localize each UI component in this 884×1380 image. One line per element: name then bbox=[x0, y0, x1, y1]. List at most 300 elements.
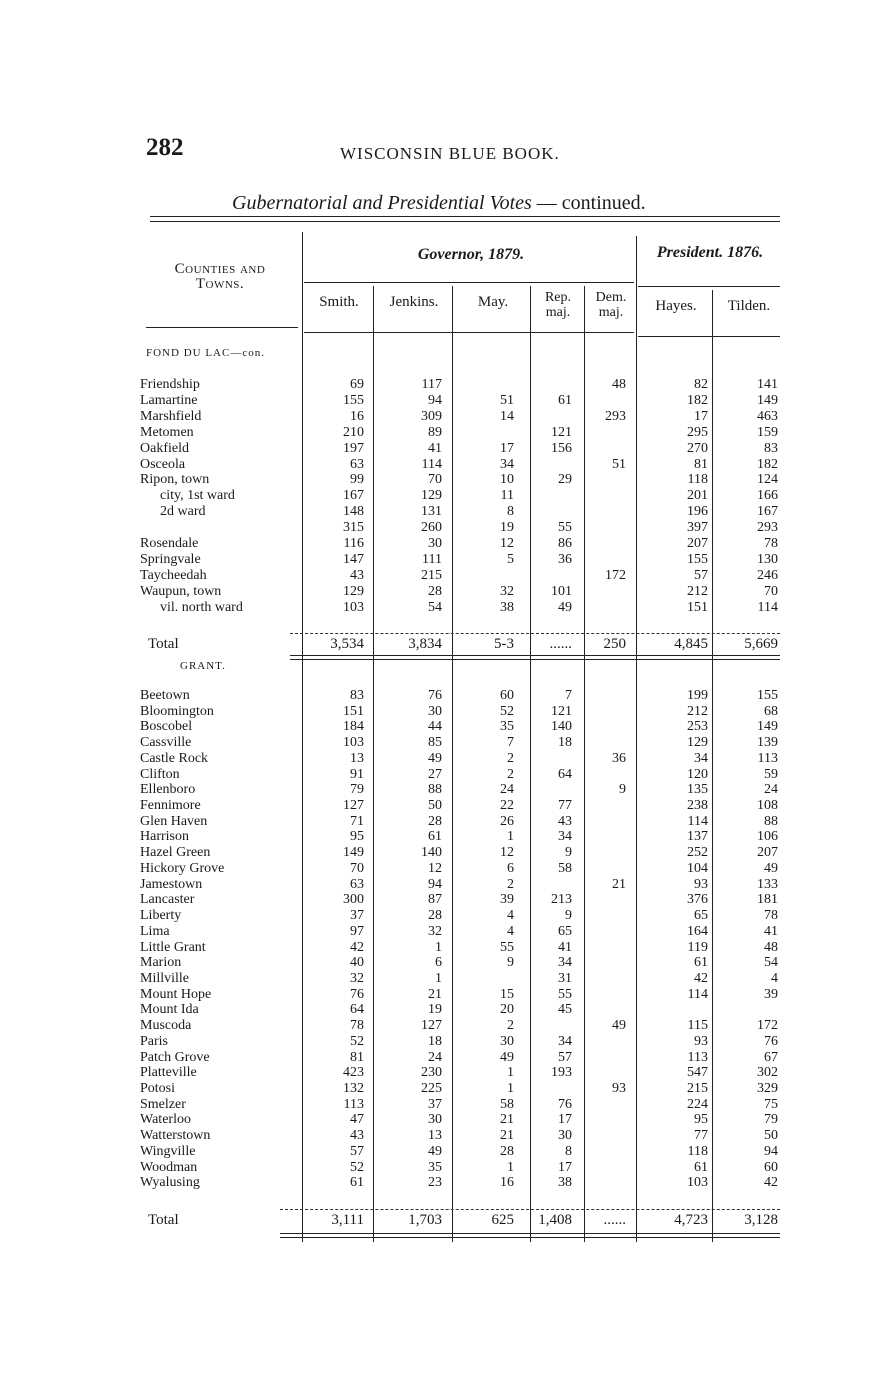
cell-may: 21 bbox=[500, 1128, 514, 1144]
row-name: Waterloo bbox=[140, 1112, 191, 1128]
row-name: Marion bbox=[140, 955, 182, 971]
cell-smith: 57 bbox=[350, 1143, 364, 1159]
cell-tilden: 75 bbox=[764, 1096, 778, 1112]
cell-may: 1 bbox=[507, 829, 514, 845]
cell-jenkins: 49 bbox=[428, 750, 442, 766]
table-row bbox=[0, 472, 884, 488]
row-name: Ripon, town bbox=[140, 472, 210, 488]
cell-jenkins: 114 bbox=[421, 456, 442, 472]
table-row bbox=[0, 782, 884, 798]
cell-jenkins: 12 bbox=[428, 860, 442, 876]
row-name: Ellenboro bbox=[140, 782, 196, 798]
cell-jenkins: 13 bbox=[428, 1128, 442, 1144]
cell-smith: 129 bbox=[343, 583, 364, 599]
cell-jenkins: 89 bbox=[428, 424, 442, 440]
cell-hayes: 212 bbox=[687, 703, 708, 719]
header-bottom-rule-a bbox=[146, 327, 298, 328]
cell-jenkins: 28 bbox=[428, 908, 442, 924]
cell-smith: 91 bbox=[350, 766, 364, 782]
table-row bbox=[0, 1034, 884, 1050]
cell-smith: 103 bbox=[343, 735, 364, 751]
cell-hayes: 42 bbox=[694, 970, 708, 986]
cell-tilden: 182 bbox=[757, 456, 778, 472]
row-name: Paris bbox=[140, 1033, 168, 1049]
table-row bbox=[0, 584, 884, 600]
cell-smith: 63 bbox=[350, 456, 364, 472]
row-name: Platteville bbox=[140, 1065, 197, 1081]
cell-jenkins: 24 bbox=[428, 1049, 442, 1065]
table-row bbox=[0, 735, 884, 751]
cell-jenkins: 28 bbox=[428, 813, 442, 829]
cell-jenkins: 309 bbox=[421, 408, 442, 424]
cell-tilden: 133 bbox=[757, 876, 778, 892]
cell-jenkins: 6 bbox=[435, 955, 442, 971]
cell-rep: 34 bbox=[558, 1033, 572, 1049]
cell-smith: 423 bbox=[343, 1065, 364, 1081]
header-smith: Smith. bbox=[319, 294, 359, 310]
table-row bbox=[0, 488, 884, 504]
cell-hayes: 135 bbox=[687, 782, 708, 798]
cell-smith: 81 bbox=[350, 1049, 364, 1065]
cell-rep: 61 bbox=[558, 392, 572, 408]
cell-tilden: 68 bbox=[764, 703, 778, 719]
cell-hayes: 397 bbox=[687, 520, 708, 536]
table-row bbox=[0, 877, 884, 893]
table-row bbox=[0, 1128, 884, 1144]
row-name: Castle Rock bbox=[140, 750, 209, 766]
row-name: Mount Hope bbox=[140, 986, 212, 1002]
cell-jenkins: 260 bbox=[421, 520, 442, 536]
table-row bbox=[0, 1175, 884, 1191]
cell-may: 49 bbox=[500, 1049, 514, 1065]
table-row bbox=[0, 688, 884, 704]
total-may: 625 bbox=[491, 1212, 514, 1228]
section-title-grant: GRANT. bbox=[180, 660, 226, 672]
cell-tilden: 67 bbox=[764, 1049, 778, 1065]
cell-smith: 127 bbox=[343, 798, 364, 814]
cell-may: 16 bbox=[500, 1175, 514, 1191]
cell-tilden: 130 bbox=[757, 551, 778, 567]
table-row bbox=[0, 1097, 884, 1113]
cell-jenkins: 21 bbox=[428, 986, 442, 1002]
row-name: Liberty bbox=[140, 908, 182, 924]
cell-dem: 48 bbox=[612, 377, 626, 392]
cell-tilden: 78 bbox=[764, 908, 778, 924]
cell-smith: 132 bbox=[343, 1081, 364, 1096]
cell-smith: 147 bbox=[343, 551, 364, 567]
cell-smith: 300 bbox=[343, 892, 364, 908]
cell-rep: 57 bbox=[558, 1049, 572, 1065]
cell-jenkins: 30 bbox=[428, 536, 442, 551]
table-row bbox=[0, 1065, 884, 1081]
cell-dem: 21 bbox=[612, 876, 626, 892]
cell-hayes: 252 bbox=[687, 845, 708, 861]
cell-smith: 47 bbox=[350, 1112, 364, 1128]
table-row bbox=[0, 441, 884, 457]
cell-may: 30 bbox=[500, 1033, 514, 1049]
total-tilden: 3,128 bbox=[744, 1212, 778, 1228]
cell-hayes: 120 bbox=[687, 766, 708, 782]
header-counties: Counties and Towns. bbox=[174, 261, 266, 292]
cell-hayes: 212 bbox=[687, 583, 708, 599]
table-row bbox=[0, 425, 884, 441]
cell-tilden: 139 bbox=[757, 735, 778, 751]
cell-tilden: 39 bbox=[764, 986, 778, 1002]
row-name: Cassville bbox=[140, 735, 192, 751]
cell-jenkins: 50 bbox=[428, 798, 442, 814]
table-row bbox=[0, 798, 884, 814]
cell-jenkins: 76 bbox=[428, 688, 442, 703]
table-row bbox=[0, 568, 884, 584]
cell-hayes: 104 bbox=[687, 860, 708, 876]
cell-jenkins: 129 bbox=[421, 488, 442, 504]
cell-rep: 18 bbox=[558, 735, 572, 751]
total-underline-fdl bbox=[290, 655, 780, 656]
cell-may: 28 bbox=[500, 1143, 514, 1159]
row-name: Patch Grove bbox=[140, 1049, 210, 1065]
row-name: Little Grant bbox=[140, 939, 206, 955]
cell-hayes: 129 bbox=[687, 735, 708, 751]
cell-dem: 293 bbox=[605, 408, 626, 424]
row-name: Lima bbox=[140, 923, 170, 939]
cell-hayes: 238 bbox=[687, 798, 708, 814]
cell-hayes: 196 bbox=[687, 504, 708, 520]
cell-hayes: 270 bbox=[687, 440, 708, 456]
table-row bbox=[0, 520, 884, 536]
cell-rep: 213 bbox=[551, 892, 572, 908]
cell-smith: 16 bbox=[350, 408, 364, 424]
cell-hayes: 164 bbox=[687, 923, 708, 939]
total-rep: ...... bbox=[549, 636, 572, 652]
cell-jenkins: 94 bbox=[428, 876, 442, 892]
cell-tilden: 76 bbox=[764, 1033, 778, 1049]
cell-may: 11 bbox=[500, 488, 514, 504]
cell-smith: 78 bbox=[350, 1018, 364, 1034]
total-dem: 250 bbox=[603, 636, 626, 652]
cell-jenkins: 61 bbox=[428, 829, 442, 845]
row-name: Potosi bbox=[140, 1081, 176, 1096]
cell-jenkins: 32 bbox=[428, 923, 442, 939]
cell-may: 1 bbox=[507, 1159, 514, 1175]
cell-smith: 71 bbox=[350, 813, 364, 829]
cell-hayes: 34 bbox=[694, 750, 708, 766]
cell-tilden: 49 bbox=[764, 860, 778, 876]
cell-may: 4 bbox=[507, 923, 514, 939]
cell-jenkins: 37 bbox=[428, 1096, 442, 1112]
cell-jenkins: 230 bbox=[421, 1065, 442, 1081]
cell-tilden: 141 bbox=[757, 377, 778, 392]
cell-may: 12 bbox=[500, 845, 514, 861]
cell-smith: 43 bbox=[350, 567, 364, 583]
header-governor: Governor, 1879. bbox=[417, 246, 525, 263]
section-title-fond-du-lac: FOND DU LAC—con. bbox=[146, 347, 265, 359]
cell-smith: 70 bbox=[350, 860, 364, 876]
table-row bbox=[0, 409, 884, 425]
total-dem: ...... bbox=[603, 1212, 626, 1228]
cell-may: 9 bbox=[507, 955, 514, 971]
cell-hayes: 93 bbox=[694, 876, 708, 892]
cell-jenkins: 131 bbox=[421, 504, 442, 520]
cell-jenkins: 127 bbox=[421, 1018, 442, 1034]
cell-smith: 95 bbox=[350, 829, 364, 845]
cell-jenkins: 140 bbox=[421, 845, 442, 861]
table-row bbox=[0, 1144, 884, 1160]
cell-smith: 210 bbox=[343, 424, 364, 440]
cell-tilden: 78 bbox=[764, 536, 778, 551]
table-row bbox=[0, 704, 884, 720]
cell-rep: 7 bbox=[565, 688, 572, 703]
header-jenkins: Jenkins. bbox=[389, 294, 439, 310]
cell-hayes: 114 bbox=[687, 813, 708, 829]
cell-tilden: 108 bbox=[757, 798, 778, 814]
cell-dem: 93 bbox=[612, 1081, 626, 1096]
cell-rep: 8 bbox=[565, 1143, 572, 1159]
cell-tilden: 167 bbox=[757, 504, 778, 520]
cell-may: 51 bbox=[500, 392, 514, 408]
cell-hayes: 113 bbox=[687, 1049, 708, 1065]
cell-tilden: 149 bbox=[757, 719, 778, 735]
cell-may: 2 bbox=[507, 876, 514, 892]
table-row bbox=[0, 1160, 884, 1176]
cell-jenkins: 30 bbox=[428, 1112, 442, 1128]
row-name: Beetown bbox=[140, 688, 190, 703]
table-row bbox=[0, 892, 884, 908]
cell-may: 22 bbox=[500, 798, 514, 814]
cell-rep: 34 bbox=[558, 829, 572, 845]
cell-may: 15 bbox=[500, 986, 514, 1002]
header-president: President. 1876. bbox=[656, 244, 764, 261]
cell-rep: 17 bbox=[558, 1159, 572, 1175]
row-name: Millville bbox=[140, 970, 189, 986]
table-row bbox=[0, 829, 884, 845]
cell-tilden: 113 bbox=[757, 750, 778, 766]
cell-dem: 49 bbox=[612, 1018, 626, 1034]
total-rule-grant bbox=[280, 1209, 780, 1210]
total-smith: 3,534 bbox=[330, 636, 364, 652]
caption-rest: — continued. bbox=[536, 192, 646, 214]
cell-tilden: 159 bbox=[757, 424, 778, 440]
cell-jenkins: 35 bbox=[428, 1159, 442, 1175]
row-name: vil. north ward bbox=[160, 599, 243, 615]
row-name: Muscoda bbox=[140, 1018, 192, 1034]
cell-may: 1 bbox=[507, 1065, 514, 1081]
row-name: Glen Haven bbox=[140, 813, 208, 829]
cell-smith: 37 bbox=[350, 908, 364, 924]
president-underline bbox=[638, 286, 780, 287]
total-underline-grant bbox=[280, 1233, 780, 1234]
cell-may: 20 bbox=[500, 1002, 514, 1018]
cell-may: 10 bbox=[500, 472, 514, 488]
cell-rep: 55 bbox=[558, 986, 572, 1002]
header-bottom-rule-c bbox=[638, 336, 780, 337]
cell-tilden: 149 bbox=[757, 392, 778, 408]
cell-rep: 30 bbox=[558, 1128, 572, 1144]
cell-tilden: 42 bbox=[764, 1175, 778, 1191]
cell-jenkins: 88 bbox=[428, 782, 442, 798]
cell-rep: 121 bbox=[551, 424, 572, 440]
cell-hayes: 65 bbox=[694, 908, 708, 924]
cell-hayes: 119 bbox=[687, 939, 708, 955]
table-row bbox=[0, 845, 884, 861]
cell-rep: 101 bbox=[551, 583, 572, 599]
cell-may: 2 bbox=[507, 750, 514, 766]
table-row bbox=[0, 861, 884, 877]
cell-jenkins: 111 bbox=[422, 551, 442, 567]
row-name: Boscobel bbox=[140, 719, 193, 735]
total-jenkins: 1,703 bbox=[408, 1212, 442, 1228]
cell-hayes: 151 bbox=[687, 599, 708, 615]
cell-may: 52 bbox=[500, 703, 514, 719]
cell-jenkins: 87 bbox=[428, 892, 442, 908]
cell-tilden: 24 bbox=[764, 782, 778, 798]
table-row bbox=[0, 924, 884, 940]
cell-hayes: 182 bbox=[687, 392, 708, 408]
cell-dem: 9 bbox=[619, 782, 626, 798]
cell-rep: 49 bbox=[558, 599, 572, 615]
table-row bbox=[0, 1112, 884, 1128]
cell-may: 7 bbox=[507, 735, 514, 751]
table-row bbox=[0, 457, 884, 473]
cell-smith: 52 bbox=[350, 1033, 364, 1049]
cell-tilden: 207 bbox=[757, 845, 778, 861]
cell-may: 21 bbox=[500, 1112, 514, 1128]
cell-smith: 42 bbox=[350, 939, 364, 955]
row-name: Mount Ida bbox=[140, 1002, 199, 1018]
cell-hayes: 103 bbox=[687, 1175, 708, 1191]
row-name: Fennimore bbox=[140, 798, 201, 814]
table-row bbox=[0, 1002, 884, 1018]
total-may: 5-3 bbox=[494, 636, 514, 652]
cell-rep: 9 bbox=[565, 845, 572, 861]
cell-rep: 29 bbox=[558, 472, 572, 488]
cell-smith: 32 bbox=[350, 970, 364, 986]
cell-jenkins: 85 bbox=[428, 735, 442, 751]
cell-jenkins: 1 bbox=[435, 939, 442, 955]
cell-may: 1 bbox=[507, 1081, 514, 1096]
table-row bbox=[0, 751, 884, 767]
row-name: Friendship bbox=[140, 377, 200, 392]
cell-jenkins: 49 bbox=[428, 1143, 442, 1159]
row-name: Clifton bbox=[140, 766, 180, 782]
cell-jenkins: 225 bbox=[421, 1081, 442, 1096]
table-row bbox=[0, 908, 884, 924]
cell-may: 24 bbox=[500, 782, 514, 798]
cell-jenkins: 23 bbox=[428, 1175, 442, 1191]
cell-hayes: 61 bbox=[694, 1159, 708, 1175]
cell-rep: 64 bbox=[558, 766, 572, 782]
cell-tilden: 41 bbox=[764, 923, 778, 939]
row-name: Rosendale bbox=[140, 536, 199, 551]
cell-dem: 51 bbox=[612, 456, 626, 472]
header-hayes: Hayes. bbox=[655, 298, 697, 314]
header-rep-maj: Rep. maj. bbox=[544, 290, 572, 320]
table-row bbox=[0, 377, 884, 393]
cell-jenkins: 215 bbox=[421, 567, 442, 583]
cell-rep: 121 bbox=[551, 703, 572, 719]
top-rule-2 bbox=[150, 221, 780, 222]
cell-hayes: 376 bbox=[687, 892, 708, 908]
cell-tilden: 60 bbox=[764, 1159, 778, 1175]
cell-may: 6 bbox=[507, 860, 514, 876]
cell-hayes: 114 bbox=[687, 986, 708, 1002]
cell-may: 5 bbox=[507, 551, 514, 567]
cell-tilden: 94 bbox=[764, 1143, 778, 1159]
row-name: Taycheedah bbox=[140, 567, 207, 583]
cell-jenkins: 41 bbox=[428, 440, 442, 456]
cell-jenkins: 70 bbox=[428, 472, 442, 488]
cell-may: 34 bbox=[500, 456, 514, 472]
cell-hayes: 118 bbox=[687, 472, 708, 488]
row-name: Harrison bbox=[140, 829, 189, 845]
cell-hayes: 207 bbox=[687, 536, 708, 551]
table-row bbox=[0, 393, 884, 409]
cell-rep: 31 bbox=[558, 970, 572, 986]
cell-hayes: 224 bbox=[687, 1096, 708, 1112]
total-underline-grant-2 bbox=[280, 1237, 780, 1238]
cell-smith: 69 bbox=[350, 377, 364, 392]
cell-tilden: 124 bbox=[757, 472, 778, 488]
cell-smith: 149 bbox=[343, 845, 364, 861]
cell-rep: 45 bbox=[558, 1002, 572, 1018]
cell-may: 14 bbox=[500, 408, 514, 424]
cell-may: 60 bbox=[500, 688, 514, 703]
cell-smith: 13 bbox=[350, 750, 364, 766]
total-rule-fdl bbox=[290, 633, 780, 634]
cell-may: 39 bbox=[500, 892, 514, 908]
cell-hayes: 81 bbox=[694, 456, 708, 472]
governor-underline bbox=[304, 282, 634, 283]
cell-hayes: 199 bbox=[687, 688, 708, 703]
row-name: Watterstown bbox=[140, 1128, 211, 1144]
row-name: Wingville bbox=[140, 1143, 196, 1159]
table-row bbox=[0, 955, 884, 971]
cell-smith: 197 bbox=[343, 440, 364, 456]
table-row bbox=[0, 814, 884, 830]
cell-jenkins: 19 bbox=[428, 1002, 442, 1018]
cell-tilden: 70 bbox=[764, 583, 778, 599]
row-name: Waupun, town bbox=[140, 583, 222, 599]
cell-may: 4 bbox=[507, 908, 514, 924]
cell-rep: 17 bbox=[558, 1112, 572, 1128]
cell-tilden: 79 bbox=[764, 1112, 778, 1128]
cell-hayes: 57 bbox=[694, 567, 708, 583]
total-smith: 3,111 bbox=[331, 1212, 364, 1228]
cell-hayes: 137 bbox=[687, 829, 708, 845]
cell-smith: 52 bbox=[350, 1159, 364, 1175]
header-dem-maj: Dem. maj. bbox=[595, 290, 627, 320]
table-row bbox=[0, 719, 884, 735]
cell-hayes: 253 bbox=[687, 719, 708, 735]
table-row bbox=[0, 971, 884, 987]
row-name: Marshfield bbox=[140, 408, 202, 424]
cell-tilden: 48 bbox=[764, 939, 778, 955]
row-name: Lancaster bbox=[140, 892, 195, 908]
cell-smith: 97 bbox=[350, 923, 364, 939]
total-label: Total bbox=[148, 636, 179, 652]
cell-smith: 103 bbox=[343, 599, 364, 615]
cell-smith: 315 bbox=[343, 520, 364, 536]
row-name: Springvale bbox=[140, 551, 201, 567]
cell-smith: 148 bbox=[343, 504, 364, 520]
row-name: Bloomington bbox=[140, 703, 214, 719]
cell-jenkins: 44 bbox=[428, 719, 442, 735]
row-name: Smelzer bbox=[140, 1096, 186, 1112]
table-row bbox=[0, 940, 884, 956]
cell-rep: 65 bbox=[558, 923, 572, 939]
cell-tilden: 302 bbox=[757, 1065, 778, 1081]
cell-smith: 79 bbox=[350, 782, 364, 798]
cell-may: 2 bbox=[507, 1018, 514, 1034]
